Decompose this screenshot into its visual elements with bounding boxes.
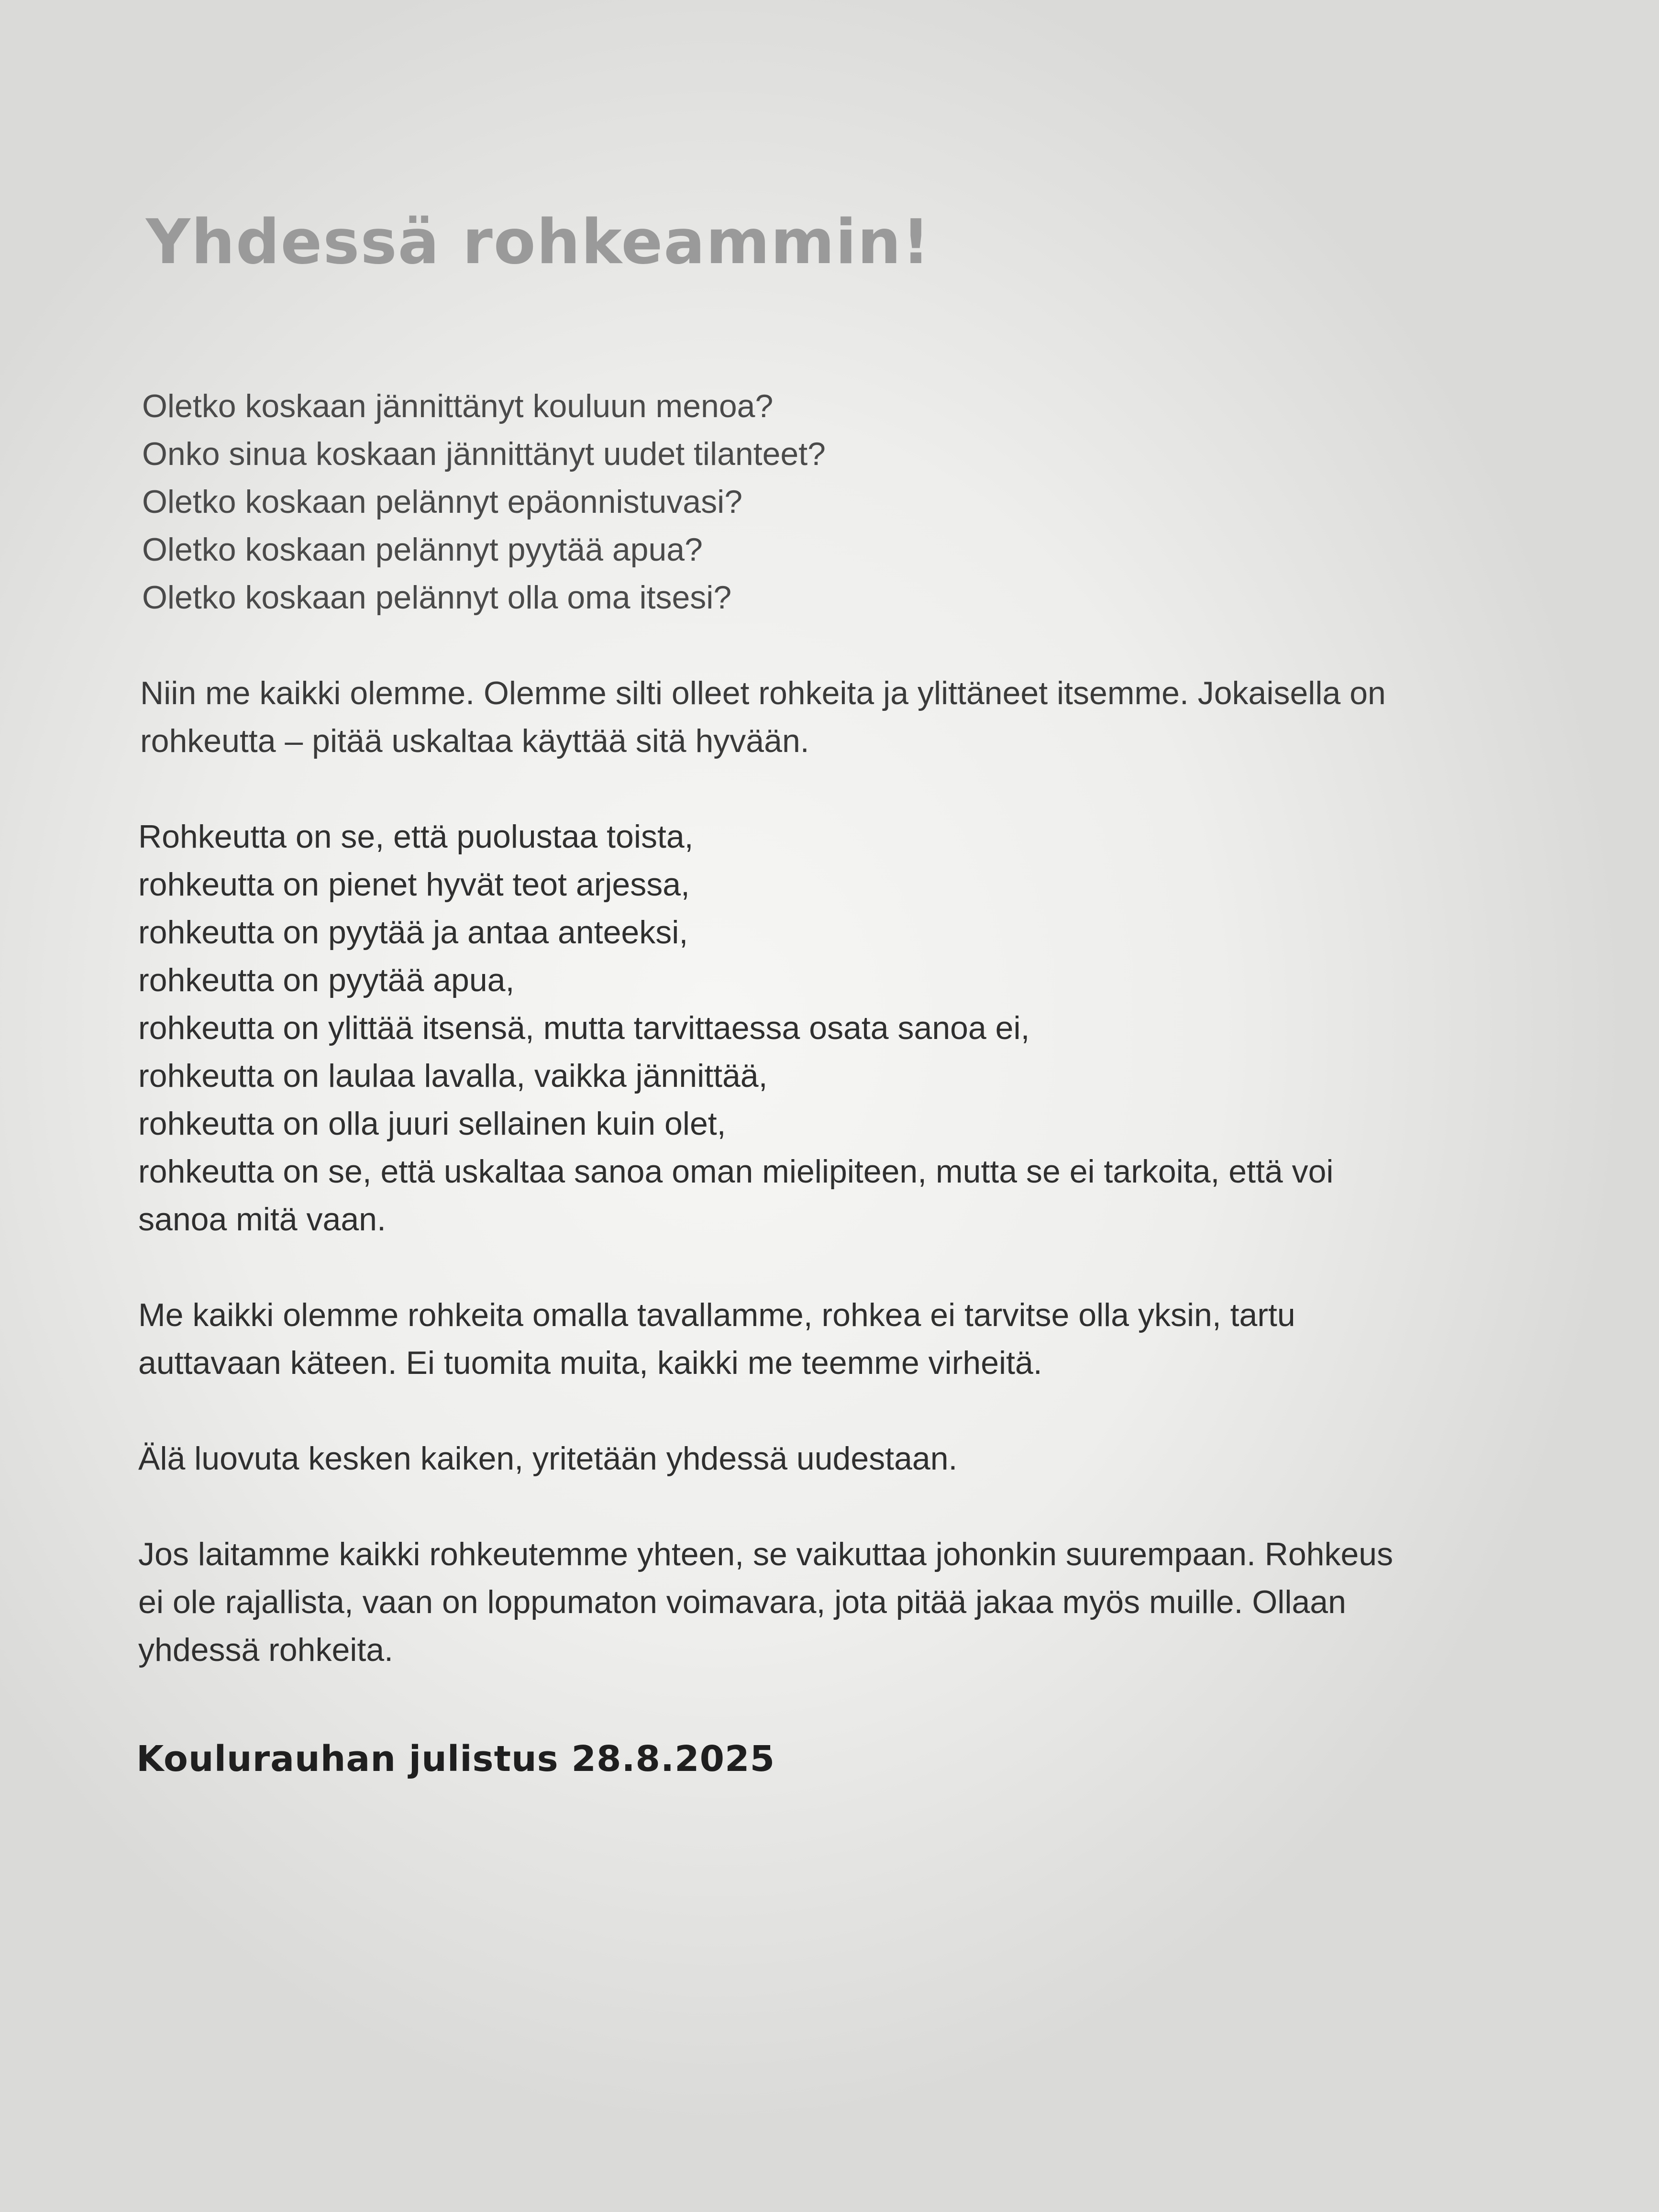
together-paragraph	[138, 1291, 1548, 1387]
courage-line: sanoa mitä vaan.	[138, 1201, 386, 1238]
closing-line: yhdessä rohkeita.	[138, 1631, 393, 1668]
intro-paragraph	[140, 669, 1548, 765]
courage-line: rohkeutta on laulaa lavalla, vaikka jännittää,	[138, 1057, 768, 1094]
together-line: Me kaikki olemme rohkeita omalla tavallamme, rohkea ei tarvitse olla yksin, tartu	[138, 1296, 1295, 1333]
question-line: Oletko koskaan pelännyt pyytää apua?	[142, 531, 703, 568]
courage-line: rohkeutta on pienet hyvät teot arjessa,	[138, 866, 690, 903]
dont-give-up-paragraph	[138, 1435, 1548, 1482]
dont-give-up-line: Älä luovuta kesken kaiken, yritetään yhdessä uudestaan.	[138, 1440, 958, 1477]
courage-list-paragraph	[138, 813, 1548, 1243]
intro-line: rohkeutta – pitää uskaltaa käyttää sitä hyvään.	[140, 722, 809, 759]
question-line: Oletko koskaan pelännyt epäonnistuvasi?	[142, 483, 743, 520]
document-body	[136, 206, 1548, 1780]
courage-line: rohkeutta on ylittää itsensä, mutta tarvittaessa osata sanoa ei,	[138, 1009, 1030, 1046]
courage-line: rohkeutta on se, että uskaltaa sanoa oman mielipiteen, mutta se ei tarkoita, että voi	[138, 1153, 1334, 1190]
together-line: auttavaan käteen. Ei tuomita muita, kaikki me teemme virheitä.	[138, 1344, 1042, 1381]
courage-line: Rohkeutta on se, että puolustaa toista,	[138, 818, 694, 855]
questions-paragraph	[142, 382, 1548, 621]
question-line: Oletko koskaan pelännyt olla oma itsesi?	[142, 579, 732, 616]
question-line: Onko sinua koskaan jännittänyt uudet tilanteet?	[142, 435, 826, 472]
closing-paragraph	[138, 1530, 1548, 1674]
courage-line: rohkeutta on pyytää ja antaa anteeksi,	[138, 914, 688, 951]
declaration-footer: Koulurauhan julistus 28.8.2025	[136, 1738, 775, 1780]
question-line: Oletko koskaan jännittänyt kouluun menoa?	[142, 387, 774, 424]
closing-line: ei ole rajallista, vaan on loppumaton voimavara, jota pitää jakaa myös muille. Ollaan	[138, 1583, 1346, 1620]
document-title: Yhdessä rohkeammin!	[146, 207, 931, 278]
courage-line: rohkeutta on pyytää apua,	[138, 962, 515, 998]
intro-line: Niin me kaikki olemme. Olemme silti olleet rohkeita ja ylittäneet itsemme. Jokaisella on	[140, 675, 1386, 711]
closing-line: Jos laitamme kaikki rohkeutemme yhteen, se vaikuttaa johonkin suurempaan. Rohkeus	[138, 1536, 1394, 1572]
courage-line: rohkeutta on olla juuri sellainen kuin olet,	[138, 1105, 726, 1142]
